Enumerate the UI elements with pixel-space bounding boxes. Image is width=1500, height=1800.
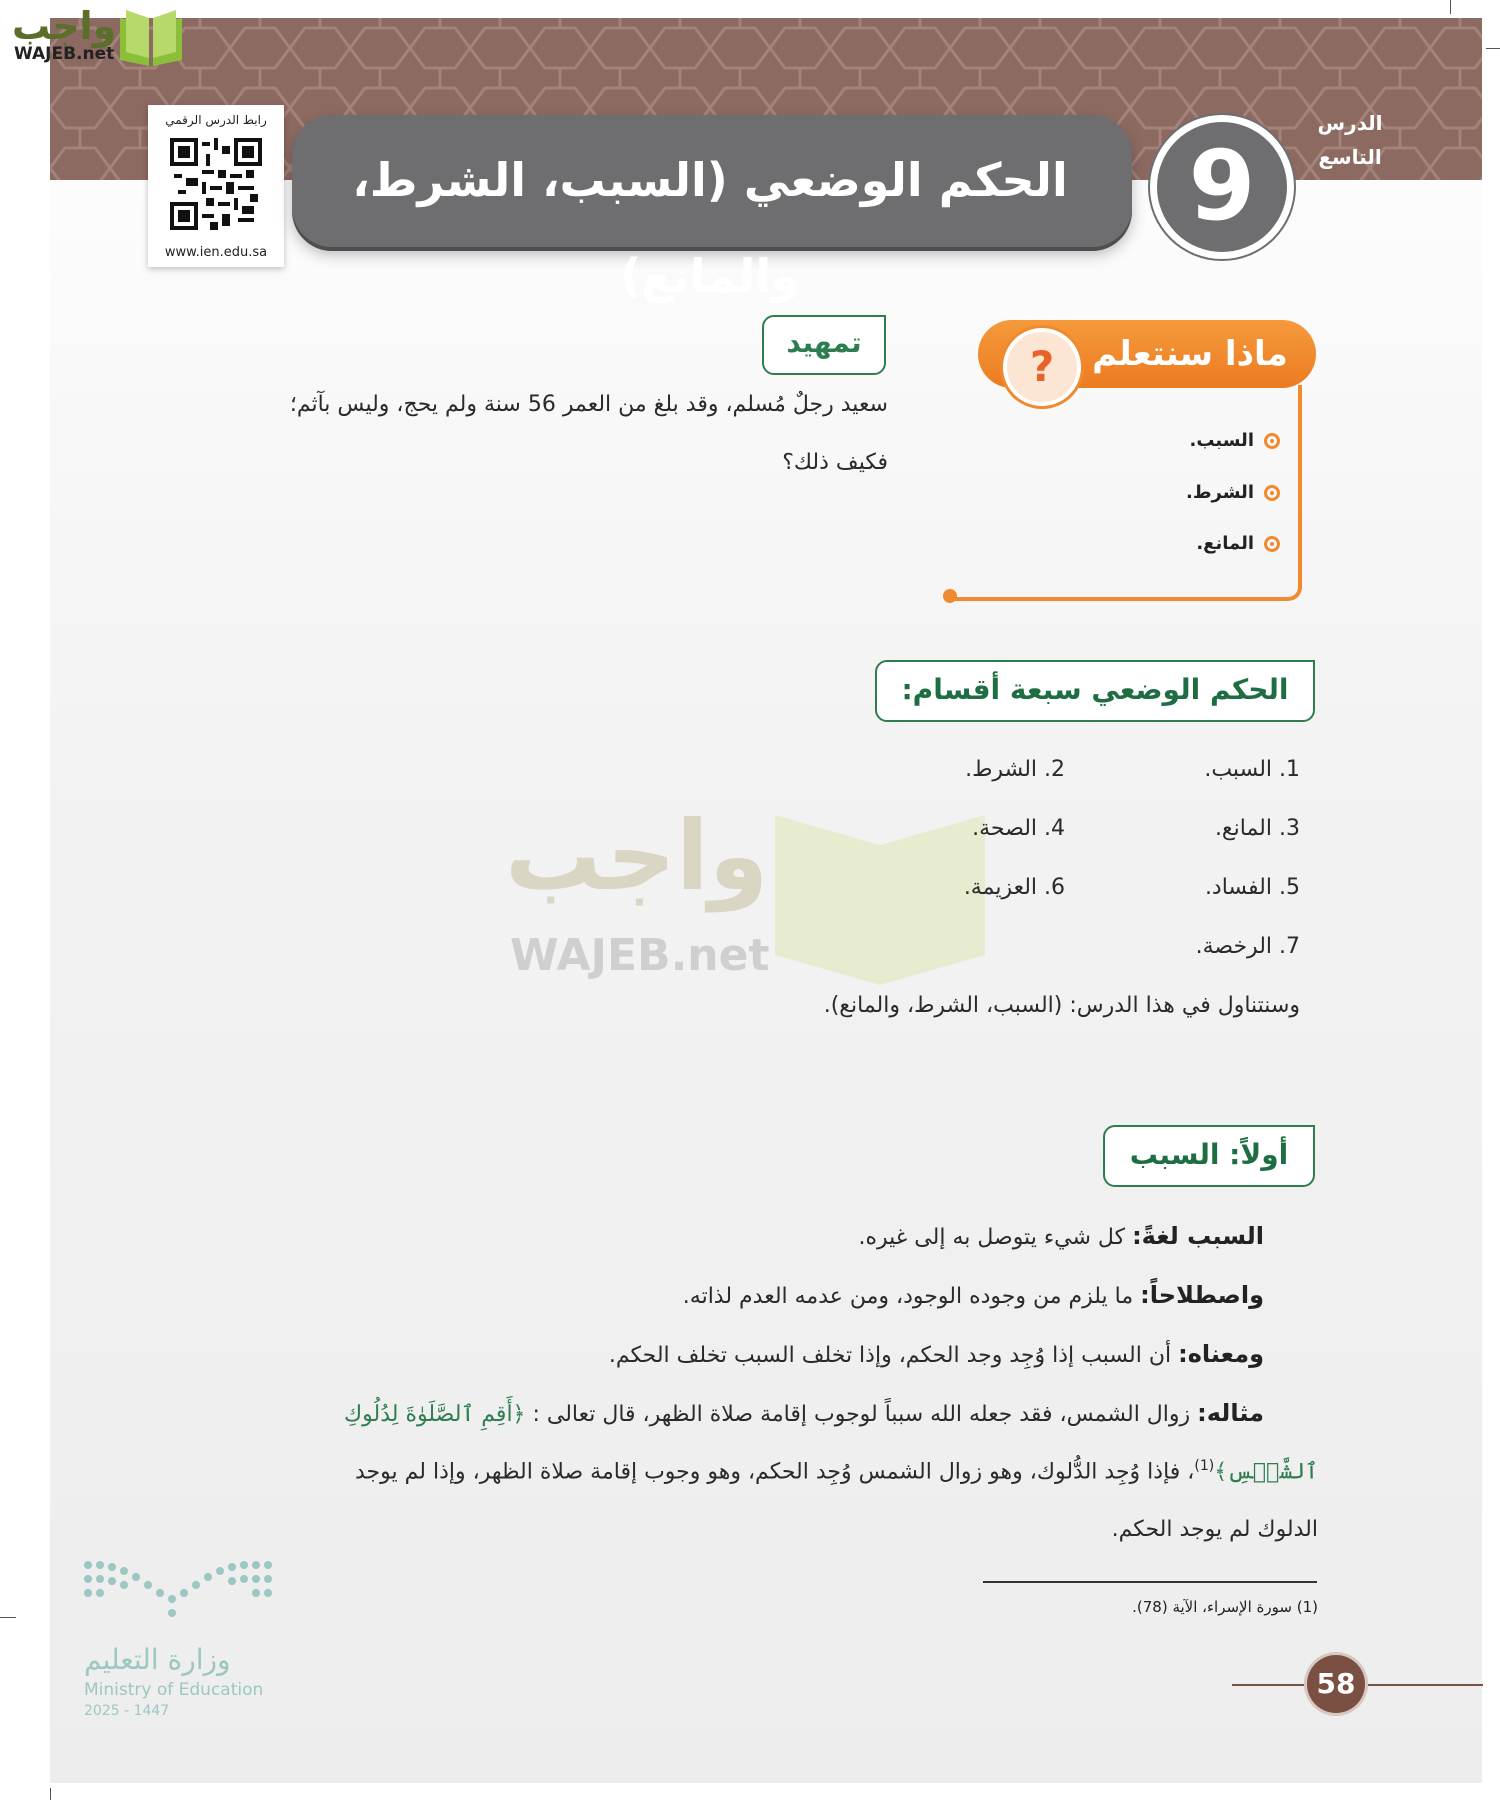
footnote: (1) سورة الإسراء، الآية (78). xyxy=(1132,1598,1318,1616)
learn-item-label: السبب. xyxy=(1189,430,1254,451)
crop-mark xyxy=(0,1617,16,1618)
lesson-number: 9 xyxy=(1150,115,1294,259)
question-mark: ? xyxy=(1029,342,1055,391)
watermark-english: WAJEB.net xyxy=(510,930,770,981)
quran-verse: ٱلشَّمۡسِ﴾ xyxy=(1214,1459,1318,1485)
qr-label: رابط الدرس الرقمي xyxy=(165,113,267,127)
learn-item-label: المانع. xyxy=(1196,533,1254,554)
term: السبب لغةً: xyxy=(1132,1222,1264,1250)
learn-item xyxy=(1190,430,1281,451)
example-continuation xyxy=(355,1458,1318,1484)
intro-line2: فكيف ذلك؟ xyxy=(782,450,888,475)
qr-code-icon[interactable] xyxy=(170,138,262,230)
example-end: الدلوك لم يوجد الحكم. xyxy=(1111,1517,1318,1542)
page-number-line xyxy=(1365,1684,1483,1686)
lesson-scope: وسنتناول في هذا الدرس: (السبب، الشرط، والمانع). xyxy=(823,993,1300,1018)
term: ومعناه: xyxy=(1178,1340,1264,1368)
definition-example xyxy=(344,1399,1264,1427)
ministry-logo-icon xyxy=(78,1555,278,1645)
definition-text: كل شيء يتوصل به إلى غيره. xyxy=(858,1225,1126,1250)
quran-verse: ﴿أَقِمِ ٱلصَّلَوٰةَ لِدُلُوكِ xyxy=(344,1402,526,1427)
section-heading-cause: أولاً: السبب xyxy=(1103,1125,1315,1187)
definition-istilah xyxy=(683,1281,1264,1309)
qr-url[interactable]: www.ien.edu.sa xyxy=(164,245,268,260)
type-item: 6. العزيمة. xyxy=(963,875,1065,900)
target-bullet-icon xyxy=(1264,485,1280,501)
definition-meaning xyxy=(609,1340,1264,1368)
ministry-year: 2025 - 1447 xyxy=(84,1703,170,1719)
page-number-line xyxy=(1232,1684,1307,1686)
page-number: 58 xyxy=(1307,1655,1365,1713)
learn-box-dot xyxy=(943,589,957,603)
question-icon xyxy=(1003,328,1081,406)
types-heading: الحكم الوضعي سبعة أقسام: xyxy=(875,660,1315,722)
crop-mark xyxy=(50,1788,51,1800)
learn-title: ماذا سنتعلم xyxy=(1092,334,1288,374)
definition-text: زوال الشمس، فقد جعله الله سبباً لوجوب إقامة صلاة الظهر، قال تعالى : xyxy=(532,1402,1191,1427)
footnote-ref[interactable]: (1) xyxy=(1194,1458,1215,1474)
wajeb-logo xyxy=(12,4,192,70)
crop-mark xyxy=(1486,48,1500,49)
intro-line1: سعيد رجلٌ مُسلم، وقد بلغ من العمر 56 سنة ولم يحج، وليس بآثم؛ xyxy=(289,392,888,417)
learn-item xyxy=(1196,533,1280,554)
lesson-label xyxy=(1300,106,1400,174)
book-icon xyxy=(116,8,186,68)
target-bullet-icon xyxy=(1264,433,1280,449)
intro-label: تمهيد xyxy=(762,315,886,375)
watermark-arabic: واجب xyxy=(505,800,769,912)
type-item: 3. المانع. xyxy=(1214,816,1300,841)
logo-arabic: واجب xyxy=(12,4,117,48)
definition-text: أن السبب إذا وُجِد وجد الحكم، وإذا تخلف السبب تخلف الحكم. xyxy=(608,1343,1172,1368)
type-item: 4. الصحة. xyxy=(972,816,1065,841)
definition-lugha xyxy=(859,1222,1265,1250)
qr-card[interactable] xyxy=(148,105,284,267)
footnote-divider xyxy=(983,1581,1317,1583)
ministry-english: Ministry of Education xyxy=(84,1680,264,1700)
definition-text: ، فإذا وُجِد الدُّلوك، وهو زوال الشمس وُجِد الحكم، وهو وجوب إقامة صلاة الظهر، وإذا لم يوجد xyxy=(355,1459,1195,1485)
target-bullet-icon xyxy=(1264,536,1280,552)
term: مثاله: xyxy=(1197,1399,1264,1427)
type-item: 2. الشرط. xyxy=(965,757,1065,782)
type-item: 1. السبب. xyxy=(1204,757,1300,782)
lesson-label-line2: التاسع xyxy=(1318,145,1382,169)
learn-item-label: الشرط. xyxy=(1186,482,1254,503)
ministry-arabic: وزارة التعليم xyxy=(84,1643,231,1676)
logo-english: WAJEB.net xyxy=(14,44,115,64)
lesson-title: الحكم الوضعي (السبب، الشرط، والمانع) xyxy=(352,153,1068,303)
learn-item xyxy=(1186,482,1280,503)
term: واصطلاحاً: xyxy=(1140,1281,1264,1309)
crop-mark xyxy=(1450,0,1451,14)
definition-text: ما يلزم من وجوده الوجود، ومن عدمه العدم لذاته. xyxy=(682,1284,1134,1309)
lesson-label-line1: الدرس xyxy=(1317,111,1383,135)
type-item: 7. الرخصة. xyxy=(1195,934,1300,959)
type-item: 5. الفساد. xyxy=(1204,875,1300,900)
